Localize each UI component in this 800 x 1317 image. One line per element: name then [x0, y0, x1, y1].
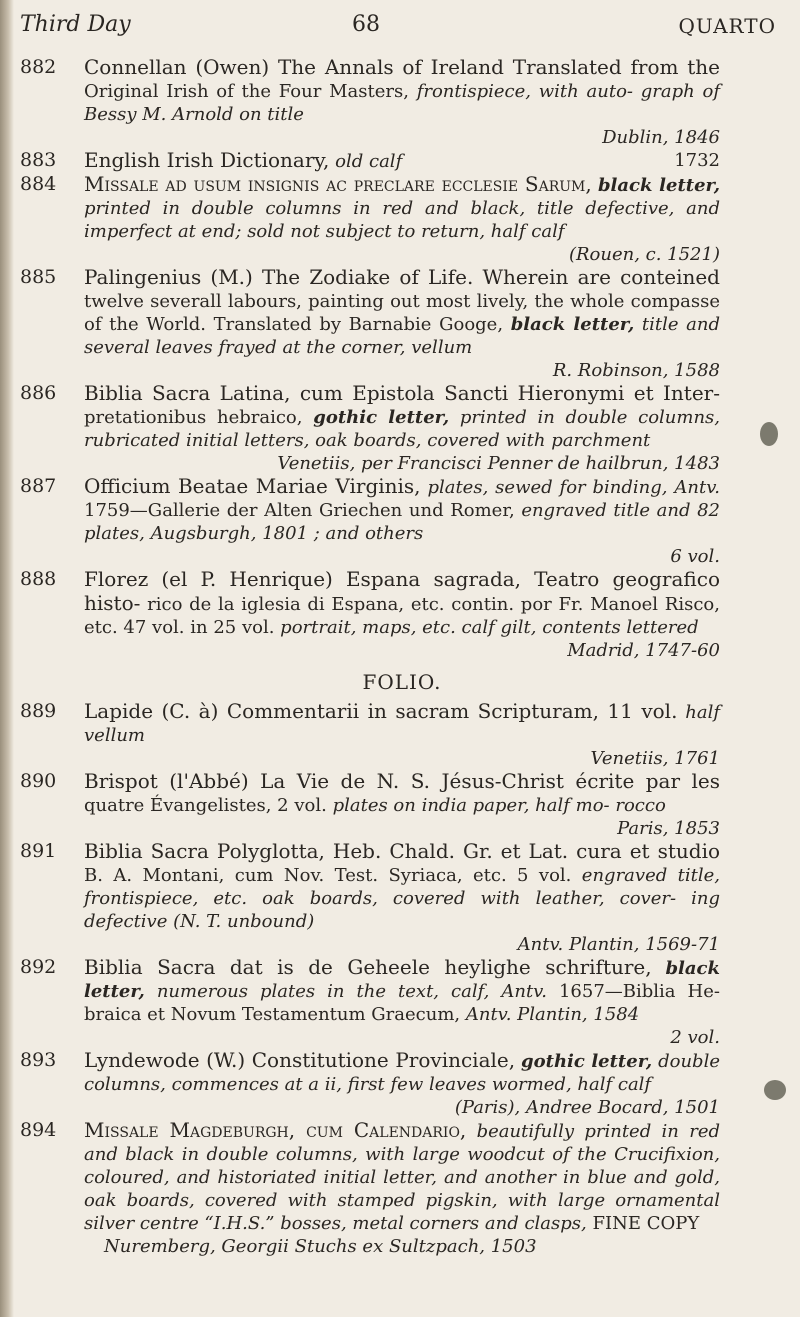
lot-title: Lapide (C. à) Commentarii in sacram Scripturam, 11 vol.	[84, 699, 678, 723]
lot-entry	[20, 56, 720, 149]
lot-title: Biblia Sacra dat is de Geheele heylighe schrifture,	[84, 955, 652, 979]
lot-imprint: R. Robinson, 1588	[552, 360, 720, 381]
running-header	[20, 12, 776, 40]
lot-description-italic: portrait, maps, etc. calf gilt, contents lettered	[280, 617, 699, 638]
lot-description-italic: printed in double columns, rubricated initial letters, oak boards, covered with parchment	[84, 407, 721, 451]
lot-title: Missale Magdeburgh, cum Calendario,	[84, 1118, 467, 1142]
lot-number: 892	[20, 956, 57, 978]
lot-typeface: black letter,	[597, 175, 720, 196]
lot-description-italic: engraved title and 82 plates, Augsburgh, 1801 ; and others	[84, 500, 720, 544]
lot-title: English Irish Dictionary,	[84, 148, 330, 172]
lot-number: 891	[20, 840, 57, 862]
lot-description: Original Irish of the Four Masters,	[84, 81, 417, 102]
lot-number: 882	[20, 56, 57, 78]
lot-description-italic: plates, sewed for binding, Antv.	[427, 477, 720, 498]
lot-description: pretationibus hebraico,	[84, 407, 303, 428]
lot-typeface: gothic letter,	[313, 407, 450, 428]
lot-description-italic: engraved title, frontispiece, etc. oak boards, covered with leather, cover- ing defective (N. T. unbound)	[84, 865, 720, 932]
lot-entry	[20, 266, 720, 382]
lot-description-italic: plates on india paper, half mo- rocco	[332, 795, 666, 816]
lot-imprint: 1732	[674, 150, 720, 171]
lot-number: 887	[20, 475, 57, 497]
lot-imprint: (Rouen, c. 1521)	[568, 244, 720, 265]
lot-description-italic: title and several leaves frayed at the corner, vellum	[84, 314, 720, 358]
lot-title: Brispot (l'Abbé) La Vie de N. S. Jésus-Christ écrite par les	[84, 769, 720, 793]
lot-entry	[20, 173, 720, 266]
lot-number: 888	[20, 568, 57, 590]
lot-number: 893	[20, 1049, 57, 1071]
lot-imprint: Venetiis, 1761	[590, 748, 720, 769]
lot-imprint: Dublin, 1846	[602, 127, 720, 148]
lot-description-italic: numerous plates in the text, calf, Antv.	[156, 981, 547, 1002]
lot-entry	[20, 475, 720, 568]
lot-title: Biblia Sacra Polyglotta, Heb. Chald. Gr. et Lat. cura et studio	[84, 839, 720, 863]
header-day: Third Day	[20, 12, 131, 37]
lot-title: Officium Beatae Mariae Virginis,	[84, 474, 421, 498]
lot-imprint: Madrid, 1747-60	[567, 640, 720, 661]
lot-typeface: black letter,	[510, 314, 635, 335]
lot-description: 1759—Gallerie der Alten Griechen und Romer,	[84, 500, 515, 521]
lot-number: 884	[20, 173, 57, 195]
lot-description-italic: beautifully printed in red and black in double columns, with large woodcut of the Crucifixion, coloured, and historiated initial letter, and another in blue and gold, oak boards, covered with stamped pigskin, with large ornamental silver centre “I.H.S.” bosses, metal corners and clasps,	[84, 1121, 720, 1234]
lot-description-italic: old calf	[335, 151, 403, 172]
lot-description: B. A. Montani, cum Nov. Test. Syriaca, etc. 5 vol.	[84, 865, 572, 886]
paper-stain	[764, 1080, 786, 1100]
lot-condition: FINE COPY	[592, 1213, 700, 1234]
lot-imprint: Paris, 1853	[617, 818, 720, 839]
lot-number: 894	[20, 1119, 57, 1141]
lot-entry	[20, 382, 720, 475]
lot-imprint: (Paris), Andree Bocard, 1501	[454, 1097, 720, 1118]
lot-entry	[20, 149, 720, 173]
lot-number: 885	[20, 266, 57, 288]
lot-typeface: black letter,	[84, 958, 720, 1002]
lot-entry	[20, 840, 720, 956]
lot-number: 886	[20, 382, 57, 404]
lot-title: Missale ad usum insignis ac preclare ecclesie Sarum,	[84, 172, 592, 196]
lot-imprint: 2 vol.	[670, 1027, 720, 1048]
lot-title: Florez (el P. Henrique) Espana sagrada, Teatro geografico histo-	[84, 567, 720, 615]
lot-description-italic: Antv. Plantin, 1584	[465, 1004, 640, 1025]
lot-description-italic: printed in double columns in red and black, title defective, and imperfect at end; sold not subject to return, half calf	[84, 198, 720, 242]
lot-entry	[20, 770, 720, 840]
lot-entry	[20, 700, 720, 770]
lot-description-italic: half vellum	[84, 702, 720, 746]
section-heading: FOLIO.	[362, 670, 442, 694]
lot-number: 889	[20, 700, 57, 722]
page-edge	[0, 0, 14, 1317]
lot-imprint: 6 vol.	[670, 546, 720, 567]
lot-title: Biblia Sacra Latina, cum Epistola Sancti Hieronymi et Inter-	[84, 381, 720, 405]
lot-title: Palingenius (M.) The Zodiake of Life. Wherein are conteined	[84, 265, 720, 289]
page-number: 68	[352, 12, 380, 37]
lot-description-italic: frontispiece, with auto- graph of Bessy M. Arnold on title	[84, 81, 720, 125]
lot-entry	[20, 956, 720, 1049]
header-format: QUARTO	[678, 14, 776, 38]
lot-description: quatre Évangelistes, 2 vol.	[84, 795, 327, 816]
lot-description-italic: double columns, commences at a ii, first few leaves wormed, half calf	[84, 1051, 720, 1095]
lot-description: rico de la iglesia di Espana, etc. contin. por Fr. Manoel Risco, etc. 47 vol. in 25 vol.	[84, 594, 720, 638]
lot-entry	[20, 1119, 720, 1258]
lot-title: Lyndewode (W.) Constitutione Provinciale,	[84, 1048, 516, 1072]
lot-title: Connellan (Owen) The Annals of Ireland Translated from the	[84, 55, 720, 79]
lot-number: 890	[20, 770, 57, 792]
lot-imprint: Venetiis, per Francisci Penner de hailbrun, 1483	[277, 453, 720, 474]
paper-stain	[760, 422, 778, 446]
lot-imprint: Antv. Plantin, 1569-71	[517, 934, 720, 955]
catalogue-entries	[20, 56, 720, 1258]
lot-entry	[20, 1049, 720, 1119]
lot-description: 1657—Biblia He- braica et Novum Testamentum Graecum,	[84, 981, 720, 1025]
lot-number: 883	[20, 149, 57, 171]
lot-entry	[20, 568, 720, 662]
lot-description: twelve severall labours, painting out most lively, the whole compasse of the World. Translated by Barnabie Googe,	[84, 291, 720, 335]
lot-typeface: gothic letter,	[521, 1051, 653, 1072]
lot-imprint: Nuremberg, Georgii Stuchs ex Sultzpach, 1503	[104, 1236, 537, 1257]
